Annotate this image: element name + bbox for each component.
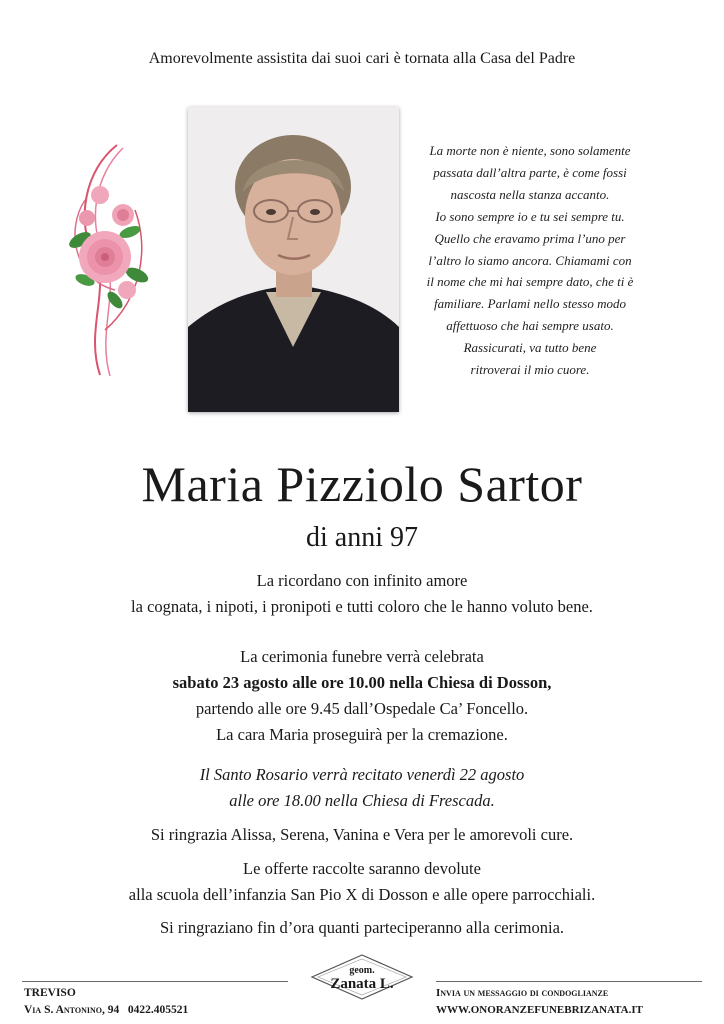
portrait-photo	[188, 107, 399, 412]
deceased-name: Maria Pizziolo Sartor	[141, 456, 583, 512]
rosary-line-1: Il Santo Rosario verrà recitato venerdì 22 agosto	[199, 765, 525, 784]
poem-line: ritroverai il mio cuore.	[470, 362, 590, 378]
poem	[425, 140, 635, 381]
condolences-label: Invia un messaggio di condoglianze	[436, 987, 609, 999]
poem-line: La morte non è niente, sono solamente	[429, 143, 631, 158]
footer-contact	[24, 985, 188, 1019]
offerings-line-2: alla scuola dell’infanzia San Pio X di Dosson e alle opere parrocchiali.	[128, 885, 596, 904]
ceremony-when: sabato 23 agosto alle ore 10.00 nella Chiesa di Dosson,	[172, 673, 552, 692]
poem-line: familiare. Parlami nello stesso modo	[434, 296, 626, 312]
poem-line: Quello che eravamo prima l’uno per	[434, 230, 626, 246]
offerings-line-1: Le offerte raccolte saranno devolute	[243, 859, 481, 878]
remembered-by-line-2: la cognata, i nipoti, i pronipoti e tutti coloro che le hanno voluto bene.	[131, 597, 593, 616]
poem-line: Io sono sempre io e tu sei sempre tu.	[435, 208, 625, 224]
footer-phone: 0422.405521	[127, 1004, 189, 1016]
rose-decoration-icon	[55, 140, 160, 380]
footer-address-line	[24, 1002, 188, 1019]
rosary-line-2: alle ore 18.00 nella Chiesa di Frescada.	[229, 791, 495, 810]
remembered-by-line-1: La ricordano con infinito amore	[256, 571, 468, 590]
website-link[interactable]: WWW.ONORANZEFUNEBRIZANATA.IT	[436, 1004, 643, 1016]
footer-condolences	[436, 985, 702, 1019]
thanks-all: Si ringraziano fin d’ora quanti parteciperanno alla cerimonia.	[159, 918, 565, 937]
footer-divider-left	[22, 981, 288, 982]
rosary-info	[40, 762, 684, 814]
logo-name: Zanata L.	[330, 976, 394, 992]
ceremony-info	[40, 644, 684, 748]
logo-title: geom.	[349, 965, 375, 976]
offerings-info	[40, 856, 684, 908]
poem-line: il nome che mi hai sempre dato, che ti è	[426, 274, 634, 290]
intro-text: Amorevolmente assistita dai suoi cari è tornata alla Casa del Padre	[148, 50, 576, 67]
footer-address: Via S. Antonino, 94	[24, 1004, 120, 1016]
ceremony-intro: La cerimonia funebre verrà celebrata	[240, 647, 484, 666]
ceremony-departure: partendo alle ore 9.45 dall’Ospedale Ca’ Foncello.	[195, 699, 529, 718]
footer-divider-right	[436, 981, 702, 982]
deceased-age: di anni 97	[306, 522, 418, 553]
poem-line: affettuoso che hai sempre usato.	[446, 318, 614, 334]
footer-city: TREVISO	[24, 987, 76, 999]
poem-line: l’altro lo siamo ancora. Chiamami con	[428, 252, 632, 268]
poem-line: passata dall’altra parte, è come fossi	[433, 164, 627, 180]
cremation-note: La cara Maria proseguirà per la cremazione.	[216, 725, 508, 744]
thanks-care: Si ringrazia Alissa, Serena, Vanina e Vera per le amorevoli cure.	[150, 825, 574, 844]
poem-line: Rassicurati, va tutto bene	[463, 340, 597, 356]
remembered-by	[40, 568, 684, 620]
poem-line: nascosta nella stanza accanto.	[450, 186, 610, 202]
